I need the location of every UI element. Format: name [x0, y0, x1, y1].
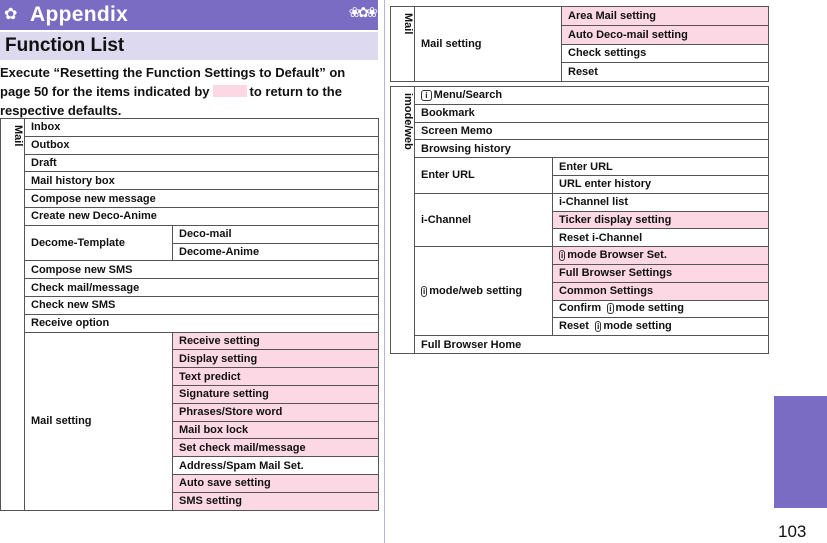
enter-url-item: URL enter history [553, 175, 769, 193]
imode-icon: i [561, 251, 564, 261]
row-inbox: Inbox [25, 119, 379, 137]
row-decome-anime: Decome-Anime [173, 243, 379, 261]
row-check-mail: Check mail/message [25, 279, 379, 297]
row-create-deco: Create new Deco-Anime [25, 207, 379, 225]
row-outbox: Outbox [25, 136, 379, 154]
row-draft: Draft [25, 154, 379, 172]
row-check-sms: Check new SMS [25, 296, 379, 314]
intro-text [0, 63, 378, 120]
imode-icon: i [423, 286, 426, 296]
group-mail-continued: Mail [391, 7, 415, 82]
mode-web-item: Full Browser Settings [553, 264, 769, 282]
mail-setting-item: Mail box lock [173, 421, 379, 439]
mail-setting-item: Address/Spam Mail Set. [173, 457, 379, 475]
mail-setting-item: Auto Deco-mail setting [562, 25, 769, 44]
row-receive-option: Receive option [25, 314, 379, 332]
row-compose-sms: Compose new SMS [25, 261, 379, 279]
mail-setting-item: Receive setting [173, 332, 379, 350]
row-enter-url: Enter URL [415, 158, 553, 194]
section-tab-label: Others [791, 398, 811, 457]
mail-setting-item: Phrases/Store word [173, 403, 379, 421]
ichannel-item: i-Channel list [553, 193, 769, 211]
section-bar [0, 32, 378, 60]
mail-setting-item: Reset [562, 63, 769, 82]
mail-setting-item: Check settings [562, 44, 769, 63]
intro-part2: to return to the respective defaults. [0, 84, 342, 118]
row-mail-setting: Mail setting [25, 332, 173, 510]
page-title: Appendix [30, 3, 129, 26]
flower-icon: ✿ [4, 6, 18, 23]
imode-web-table [390, 86, 769, 354]
imode-icon: i [423, 90, 430, 100]
mail-function-table [0, 118, 379, 511]
mail-setting-item: Signature setting [173, 385, 379, 403]
row-deco-mail: Deco-mail [173, 225, 379, 243]
row-bookmark: Bookmark [415, 104, 769, 122]
row-browsing-history: Browsing history [415, 140, 769, 158]
ichannel-item: Reset i-Channel [553, 229, 769, 247]
mail-setting-item: SMS setting [173, 492, 379, 510]
row-screen-memo: Screen Memo [415, 122, 769, 140]
ichannel-item: Ticker display setting [553, 211, 769, 229]
row-decome-template: Decome-Template [25, 225, 173, 261]
row-ichannel: i-Channel [415, 193, 553, 246]
row-full-browser-home: Full Browser Home [415, 336, 769, 354]
mail-setting-item: Set check mail/message [173, 439, 379, 457]
mode-web-item: i mode Browser Set. [553, 247, 769, 265]
page-number: 103 [778, 522, 807, 541]
column-divider [384, 0, 385, 543]
imode-icon: i [609, 304, 612, 314]
group-imode-web: imode/web [391, 87, 415, 354]
mode-web-item: Confirm i mode setting [553, 300, 769, 318]
section-title: Function List [5, 35, 125, 56]
row-mail-setting-continued: Mail setting [415, 7, 562, 82]
imode-icon: i [597, 322, 600, 332]
appendix-banner [0, 0, 378, 30]
highlight-swatch [213, 85, 247, 97]
group-mail: Mail [1, 119, 25, 511]
row-compose: Compose new message [25, 190, 379, 208]
enter-url-item: Enter URL [553, 158, 769, 176]
mode-web-item: Reset i mode setting [553, 318, 769, 336]
row-mode-web-setting: i mode/web setting [415, 247, 553, 336]
mode-web-item: Common Settings [553, 282, 769, 300]
mail-setting-item: Auto save setting [173, 474, 379, 492]
mail-setting-item: Area Mail setting [562, 7, 769, 26]
mail-setting-item: Display setting [173, 350, 379, 368]
intro-part1: Execute “Resetting the Function Settings to Default” on page 50 for the items indicated by [0, 65, 346, 99]
row-menu-search: i Menu/Search [415, 87, 769, 105]
mail-setting-item: Text predict [173, 368, 379, 386]
row-mail-history: Mail history box [25, 172, 379, 190]
mail-setting-continued-table [390, 6, 769, 82]
flourish-icon: ❀✿❀ [348, 4, 375, 20]
